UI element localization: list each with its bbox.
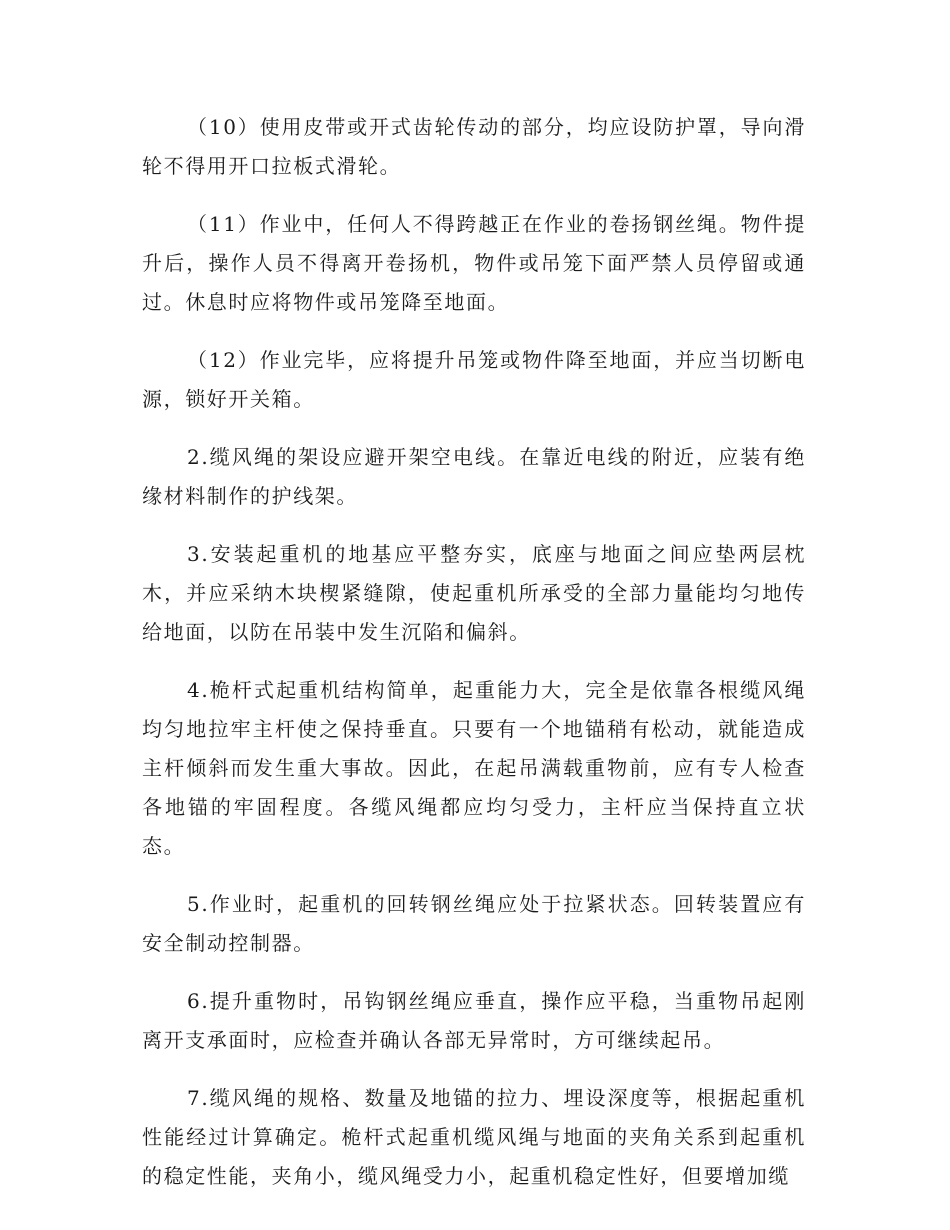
- paragraph-4: 4.桅杆式起重机结构简单，起重能力大，完全是依靠各根缆风绳均匀地拉牢主杆使之保持垂直。只要有一个地锚稍有松动，就能造成主杆倾斜而发生重大事故。因此，在起吊满载重物前，应有专人检查各地锚的牢固程度。各缆风绳都应均匀受力，主杆应当保持直立状态。: [142, 678, 806, 858]
- paragraph-11: （11）作业中，任何人不得跨越正在作业的卷扬钢丝绳。物件提升后，操作人员不得离开卷扬机，物件或吊笼下面严禁人员停留或通过。休息时应将物件或吊笼降至地面。: [142, 212, 806, 314]
- paragraph-12: （12）作业完毕，应将提升吊笼或物件降至地面，并应当切断电源，锁好开关箱。: [142, 348, 806, 411]
- paragraph-3: 3.安装起重机的地基应平整夯实，底座与地面之间应垫两层枕木，并应采纳木块楔紧缝隙，使起重机所承受的全部力量能均匀地传给地面，以防在吊装中发生沉陷和偏斜。: [142, 542, 806, 644]
- document-body: [142, 108, 806, 1215]
- paragraph-7: 7.缆风绳的规格、数量及地锚的拉力、埋设深度等，根据起重机性能经过计算确定。桅杆式起重机缆风绳与地面的夹角关系到起重机的稳定性能，夹角小，缆风绳受力小，起重机稳定性好，但要增加缆: [142, 1086, 806, 1188]
- paragraph-6: 6.提升重物时，吊钩钢丝绳应垂直，操作应平稳，当重物吊起刚离开支承面时，应检查并确认各部无异常时，方可继续起吊。: [142, 989, 806, 1052]
- paragraph-2: 2.缆风绳的架设应避开架空电线。在靠近电线的附近，应装有绝缘材料制作的护线架。: [142, 445, 806, 508]
- paragraph-5: 5.作业时，起重机的回转钢丝绳应处于拉紧状态。回转装置应有安全制动控制器。: [142, 892, 806, 955]
- paragraph-10: （10）使用皮带或开式齿轮传动的部分，均应设防护罩，导向滑轮不得用开口拉板式滑轮。: [142, 115, 806, 178]
